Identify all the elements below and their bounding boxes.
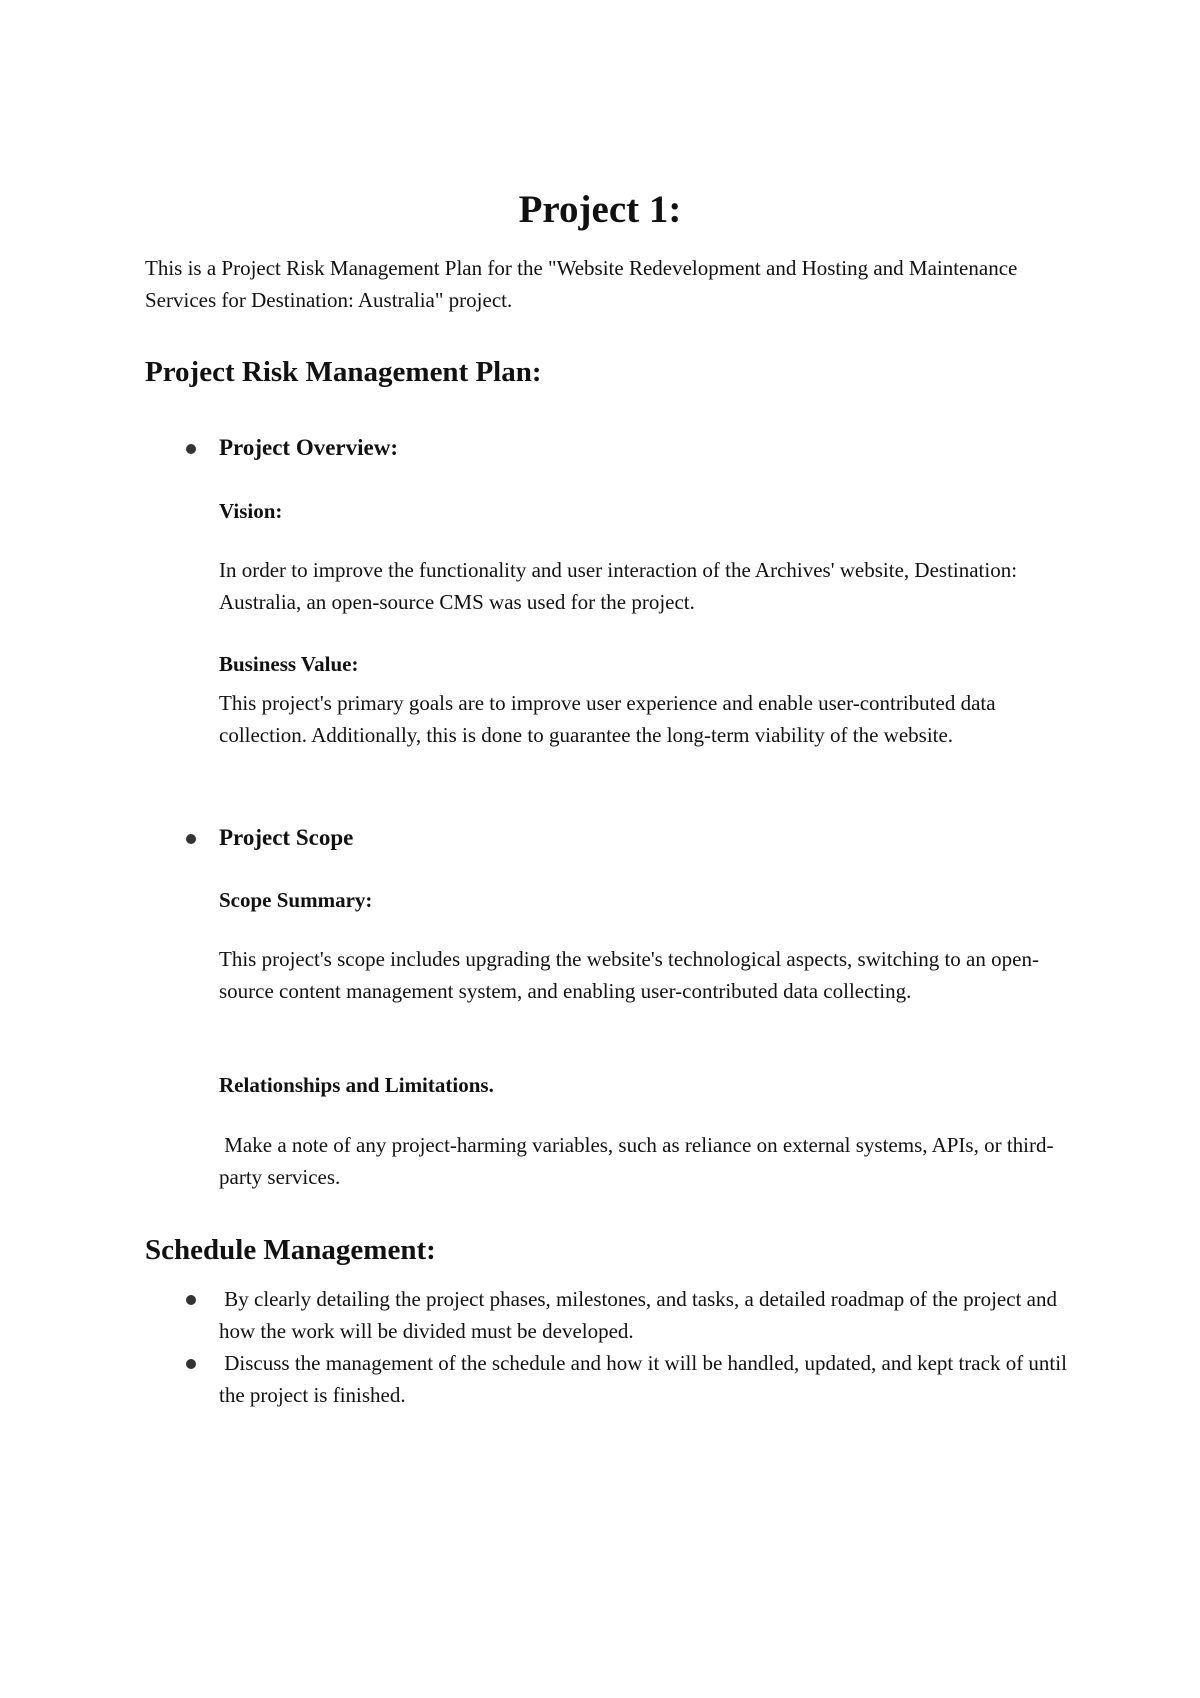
vision-label: Vision: [219, 499, 283, 523]
scope-summary-text: This project's scope includes upgrading the website's technological aspects, switching to an open-source content management system, and enabling user-contributed data collecting. [219, 947, 1039, 1003]
plan-heading: Project Risk Management Plan: [145, 356, 542, 388]
bullet-icon [186, 1359, 196, 1369]
document-title: Project 1: [518, 188, 682, 231]
intro-paragraph: This is a Project Risk Management Plan for the "Website Redevelopment and Hosting and Maintenance Services for Destination: Australia" project. [145, 256, 1018, 312]
bullet-icon [186, 834, 196, 844]
relationships-text: Make a note of any project-harming variables, such as reliance on external systems, APIs, or third-party services. [219, 1133, 1054, 1189]
bullet-icon [186, 444, 196, 454]
schedule-item: Discuss the management of the schedule and how it will be handled, updated, and kept track of until the project is finished. [219, 1351, 1073, 1407]
bullet-icon [186, 1295, 196, 1305]
project-overview-heading: Project Overview: [219, 435, 399, 460]
relationships-label: Relationships and Limitations. [219, 1073, 494, 1097]
schedule-heading: Schedule Management: [145, 1234, 436, 1266]
vision-text: In order to improve the functionality and user interaction of the Archives' website, Destination: Australia, an open-source CMS was used for the project. [219, 558, 1018, 614]
project-scope-heading: Project Scope [219, 825, 354, 850]
scope-summary-label: Scope Summary: [219, 888, 373, 912]
business-value-text: This project's primary goals are to improve user experience and enable user-contributed data collection. Additionally, this is done to guarantee the long-term viability of the website. [219, 691, 996, 747]
schedule-item: By clearly detailing the project phases, milestones, and tasks, a detailed roadmap of the project and how the work will be divided must be developed. [219, 1287, 1063, 1343]
business-value-label: Business Value: [219, 652, 359, 676]
